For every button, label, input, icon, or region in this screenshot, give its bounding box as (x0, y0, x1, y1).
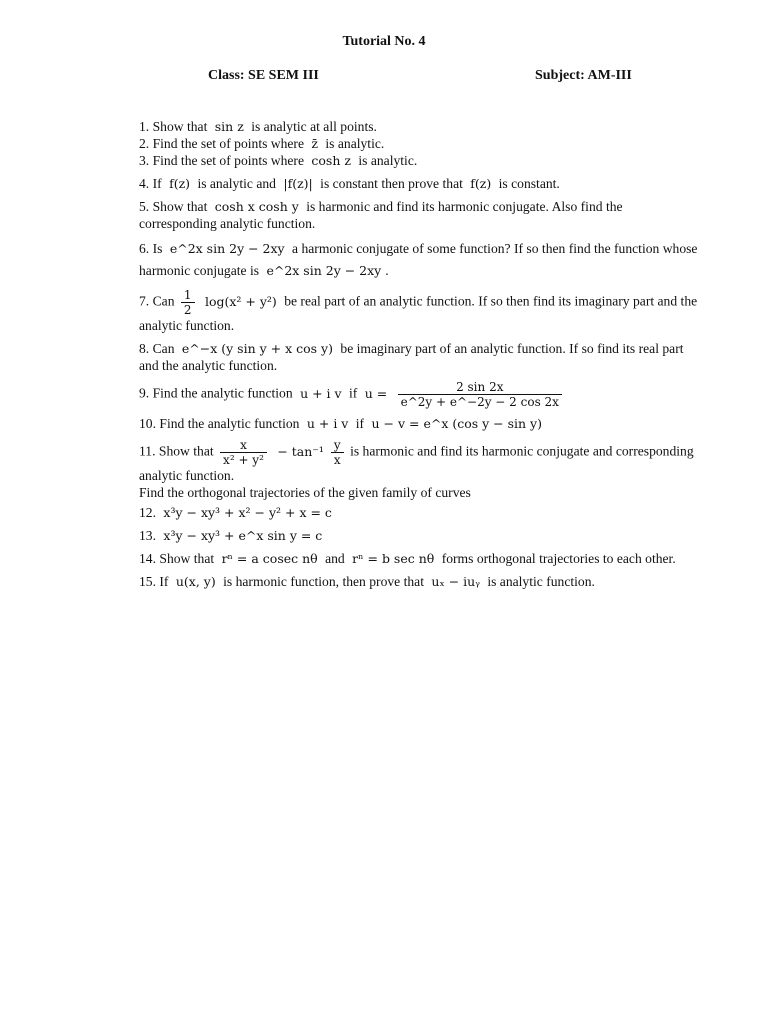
q11-frac-num: x (220, 438, 267, 453)
q14-text-end: forms orthogonal trajectories to each other. (441, 551, 676, 566)
q2-math: z̄ (311, 136, 318, 151)
q6-text: 6. Is (139, 241, 163, 256)
q4-text-mid1: is analytic and (197, 176, 276, 191)
tutorial-title: Tutorial No. 4 (342, 34, 426, 49)
q10-math-2: u − v = e^x (cos y − sin y) (371, 416, 542, 431)
q11-frac-den: x² + y² (223, 453, 264, 467)
q10-text: 10. Find the analytic function (139, 416, 300, 431)
q9-fraction (398, 380, 562, 409)
q4-text-end: is constant. (498, 176, 560, 191)
q7-math: log(x² + y²) (204, 293, 277, 309)
q7-frac-den: 2 (183, 303, 192, 317)
q9-text-mid: if (348, 385, 358, 401)
section-heading: Find the orthogonal trajectories of the given family of curves (139, 485, 471, 500)
subject-label: Subject: AM-III (535, 68, 632, 83)
question-3 (139, 152, 699, 169)
question-11 (139, 438, 699, 484)
q6-math-2: e^2x sin 2y − 2xy (266, 263, 382, 278)
q5-text: 5. Show that (139, 199, 208, 214)
q7-frac-num: 1 (181, 288, 195, 303)
q4-math-2: |f(z)| (283, 176, 313, 191)
q12-math: x³y − xy³ + x² − y² + x = c (163, 505, 332, 520)
q4-math-1: f(z) (169, 176, 191, 191)
q9-frac-num: 2 sin 2x (398, 380, 562, 395)
q11-text-end: is harmonic and find its harmonic conjugate and corresponding analytic function. (139, 443, 694, 483)
q11-text: 11. Show that (139, 443, 214, 459)
q6-text-end: . (385, 263, 389, 278)
question-9 (139, 380, 699, 409)
q3-text: 3. Find the set of points where (139, 153, 304, 168)
question-7 (139, 288, 699, 334)
question-list (139, 118, 699, 593)
q8-math: e^−x (y sin y + x cos y) (181, 341, 333, 356)
q5-math: cosh x cosh y (214, 199, 299, 214)
q15-text-end: is analytic function. (487, 574, 595, 589)
class-label: Class: SE SEM III (208, 68, 319, 83)
q11-fraction-2 (331, 438, 344, 467)
q9-text: 9. Find the analytic function (139, 385, 293, 401)
q8-text: 8. Can (139, 341, 175, 356)
q3-math: cosh z (311, 153, 351, 168)
q4-text-mid2: is constant then prove that (320, 176, 463, 191)
q3-text-end: is analytic. (358, 153, 418, 168)
q8-text-end: be imaginary part of an analytic function. If so find its real part and the analytic function. (139, 341, 684, 373)
question-13 (139, 527, 699, 544)
q11-frac2-num: y (331, 438, 344, 453)
q11-math: − tan⁻¹ (277, 443, 324, 459)
question-4 (139, 175, 699, 192)
question-10 (139, 415, 699, 432)
q6-text-mid: a harmonic conjugate of some function? If so then find the function whose harmonic conjugate is (139, 241, 698, 278)
q4-math-3: f(z) (470, 176, 492, 191)
q4-text: 4. If (139, 176, 162, 191)
q13-math: x³y − xy³ + e^x sin y = c (163, 528, 323, 543)
question-2 (139, 135, 699, 152)
question-1 (139, 118, 699, 135)
q7-text-end: be real part of an analytic function. If so then find its imaginary part and the analytic function. (139, 293, 698, 333)
question-14 (139, 550, 699, 567)
question-6 (139, 238, 699, 282)
q14-text-mid: and (325, 551, 345, 566)
q1-math: sin z (214, 119, 244, 134)
q14-math-1: rⁿ = a cosec nθ (221, 551, 318, 566)
q7-text: 7. Can (139, 293, 175, 309)
q2-text: 2. Find the set of points where (139, 136, 304, 151)
q2-text-end: is analytic. (325, 136, 385, 151)
q15-math-2: uₓ − iuᵧ (431, 574, 480, 589)
q7-fraction (181, 288, 195, 317)
q15-text: 15. If (139, 574, 169, 589)
q9-frac-den: e^2y + e^−2y − 2 cos 2x (400, 395, 559, 409)
q10-text-mid: if (355, 416, 365, 431)
q15-math-1: u(x, y) (175, 574, 216, 589)
q11-fraction-1 (220, 438, 267, 467)
q6-math-1: e^2x sin 2y − 2xy (169, 241, 285, 256)
q9-math-1: u + i v (300, 385, 342, 401)
q11-frac2-den: x (333, 453, 341, 467)
question-15 (139, 573, 699, 590)
q9-math-2: u = (364, 385, 388, 401)
q5-text-end: is harmonic and find its harmonic conjugate. Also find the corresponding analytic function. (139, 199, 623, 231)
question-12 (139, 504, 699, 521)
q12-text: 12. (139, 505, 156, 520)
question-8 (139, 340, 699, 374)
q14-text: 14. Show that (139, 551, 215, 566)
q1-text: 1. Show that (139, 119, 208, 134)
q14-math-2: rⁿ = b sec nθ (352, 551, 435, 566)
q13-text: 13. (139, 528, 156, 543)
q10-math-1: u + i v (306, 416, 349, 431)
q1-text-end: is analytic at all points. (251, 119, 377, 134)
q15-text-mid: is harmonic function, then prove that (223, 574, 424, 589)
question-5 (139, 198, 699, 232)
